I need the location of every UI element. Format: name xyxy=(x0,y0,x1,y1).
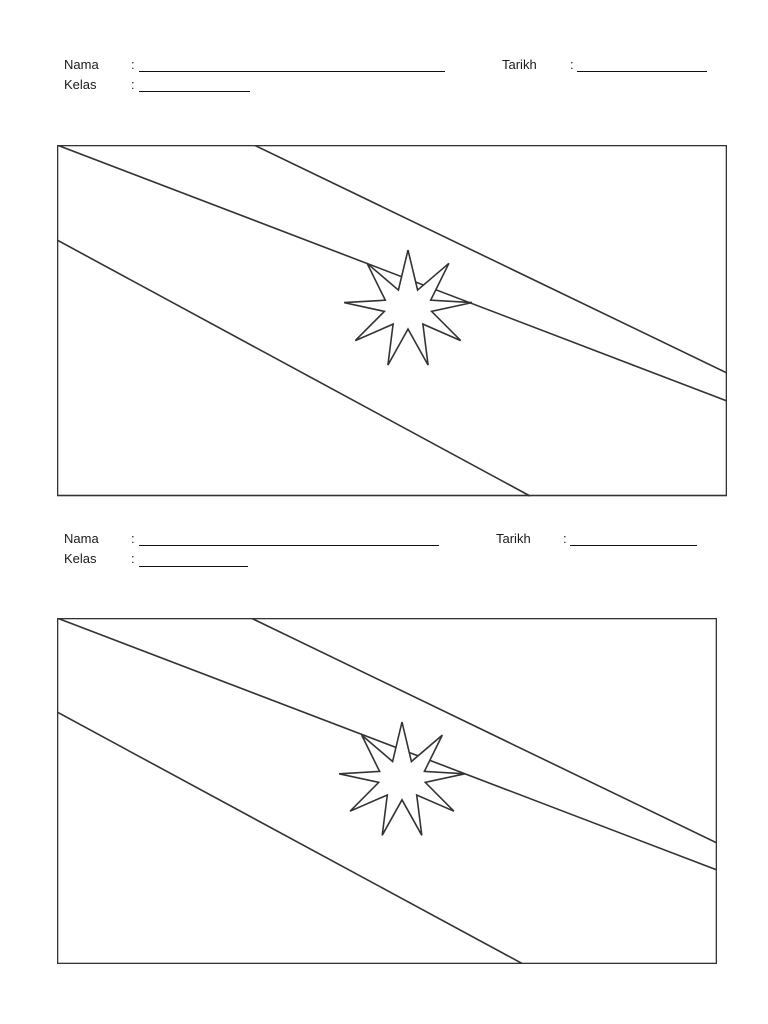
flag-drawing xyxy=(57,618,717,964)
date-blank-line[interactable] xyxy=(570,545,697,546)
date-colon: : xyxy=(563,531,567,546)
name-blank-line[interactable] xyxy=(139,71,445,72)
name-label: Nama xyxy=(64,531,99,546)
flag-outline-2 xyxy=(57,618,717,964)
class-blank-line[interactable] xyxy=(139,566,248,567)
class-label: Kelas xyxy=(64,77,97,92)
class-colon: : xyxy=(131,551,135,566)
name-colon: : xyxy=(131,57,135,72)
name-colon: : xyxy=(131,531,135,546)
flag-outline-1 xyxy=(57,145,727,497)
date-colon: : xyxy=(570,57,574,72)
name-blank-line[interactable] xyxy=(139,545,439,546)
class-label: Kelas xyxy=(64,551,97,566)
date-blank-line[interactable] xyxy=(577,71,707,72)
flag-drawing xyxy=(57,145,727,497)
date-label: Tarikh xyxy=(496,531,531,546)
date-label: Tarikh xyxy=(502,57,537,72)
class-colon: : xyxy=(131,77,135,92)
class-blank-line[interactable] xyxy=(139,91,250,92)
name-label: Nama xyxy=(64,57,99,72)
